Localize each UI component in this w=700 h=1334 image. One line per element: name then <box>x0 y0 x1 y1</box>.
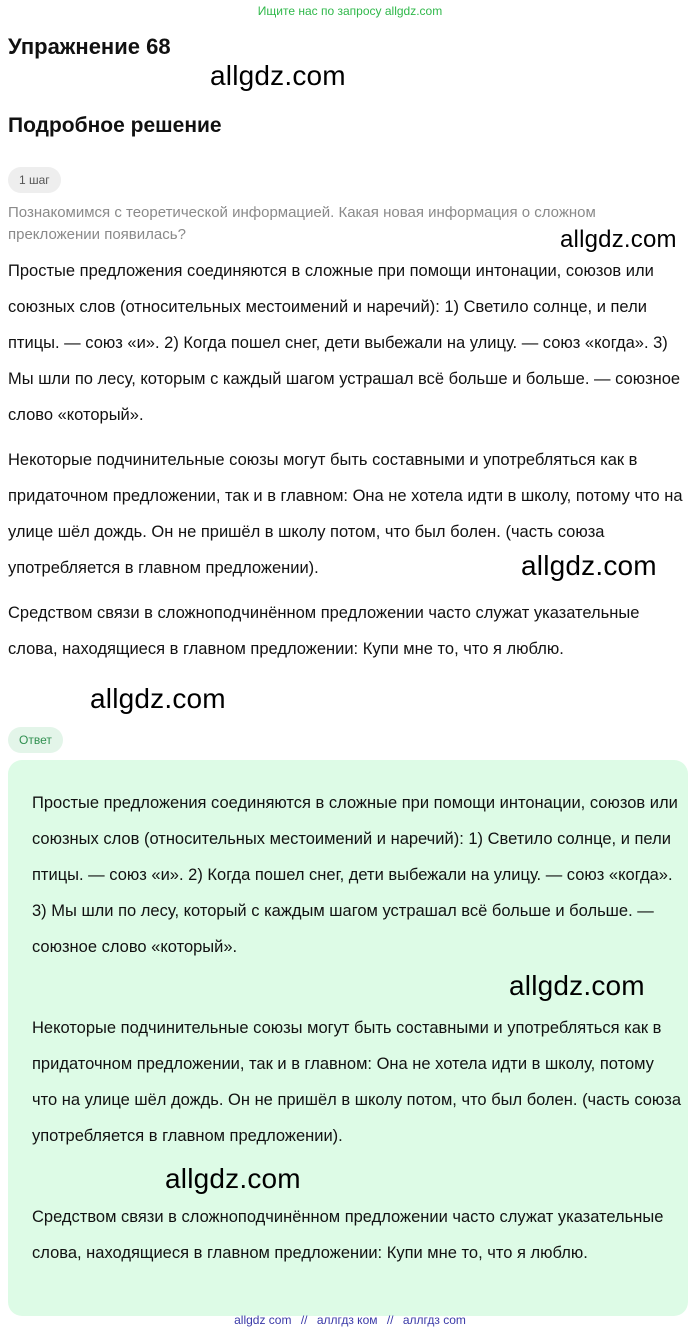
watermark: allgdz.com <box>509 970 645 1001</box>
solution-paragraph: Некоторые подчинительные союзы могут быть составными и употребляться как в придаточном предложении, так и в главном: Она не хотела идти в школу, потому что на улице шёл дождь. Он не пришёл в школу потом, что был болен. (часть союза употребляется в главном предложении). <box>8 451 683 577</box>
footer-link[interactable]: аллгдз ком <box>316 1313 378 1327</box>
footer-separator: // <box>386 1313 394 1327</box>
watermark: allgdz.com <box>560 226 677 253</box>
footer-link[interactable]: allgdz com <box>234 1313 292 1327</box>
section-title: Подробное решение <box>8 114 222 137</box>
answer-badge: Ответ <box>8 727 63 753</box>
footer-separator: // <box>300 1313 308 1327</box>
watermark: allgdz.com <box>210 60 346 91</box>
solution-paragraph: Простые предложения соединяются в сложные при помощи интонации, союзов или союзных слов (относительных местоимений и наречий): 1) Светило солнце, и пели птицы. — союз «и». 2) Когда пошел снег, дети выбежали на улицу. — союз «когда». 3) Мы шли по лесу, которым с каждый шагом устрашал всё больше и больше. — союзное слово «который». <box>8 262 681 424</box>
page-title: Упражнение 68 <box>8 34 171 59</box>
search-hint: Ищите нас по запросу allgdz.com <box>257 4 443 18</box>
footer-links <box>0 1313 700 1327</box>
watermark: allgdz.com <box>521 550 657 581</box>
watermark: allgdz.com <box>165 1163 301 1194</box>
answer-paragraph: Простые предложения соединяются в сложные при помощи интонации, союзов или союзных слов (относительных местоимений и наречий): 1) Светило солнце, и пели птицы. — союз «и». 2) Когда пошел снег, дети выбежали на улицу. — союз «когда». 3) Мы шли по лесу, который с каждым шагом устрашал всё больше и больше. — союзное слово «который». <box>32 794 678 956</box>
answer-paragraph: Некоторые подчинительные союзы могут быть составными и употребляться как в придаточном предложении, так и в главном: Она не хотела идти в школу, потому что на улице шёл дождь. Он не пришёл в школу потом, что был болен. (часть союза употребляется в главном предложении). <box>32 1019 682 1145</box>
watermark: allgdz.com <box>90 683 226 714</box>
solution-paragraph: Средством связи в сложноподчинённом предложении часто служат указательные слова, находящиеся в главном предложении: Купи мне то, что я люблю. <box>8 604 640 658</box>
step-badge: 1 шаг <box>8 167 61 193</box>
answer-paragraph: Средством связи в сложноподчинённом предложении часто служат указательные слова, находящиеся в главном предложении: Купи мне то, что я люблю. <box>32 1208 664 1262</box>
step-intro: Познакомимся с теоретической информацией. Какая новая информация о сложном прекложении появилась? <box>8 204 596 243</box>
footer-link[interactable]: аллгдз com <box>402 1313 466 1327</box>
